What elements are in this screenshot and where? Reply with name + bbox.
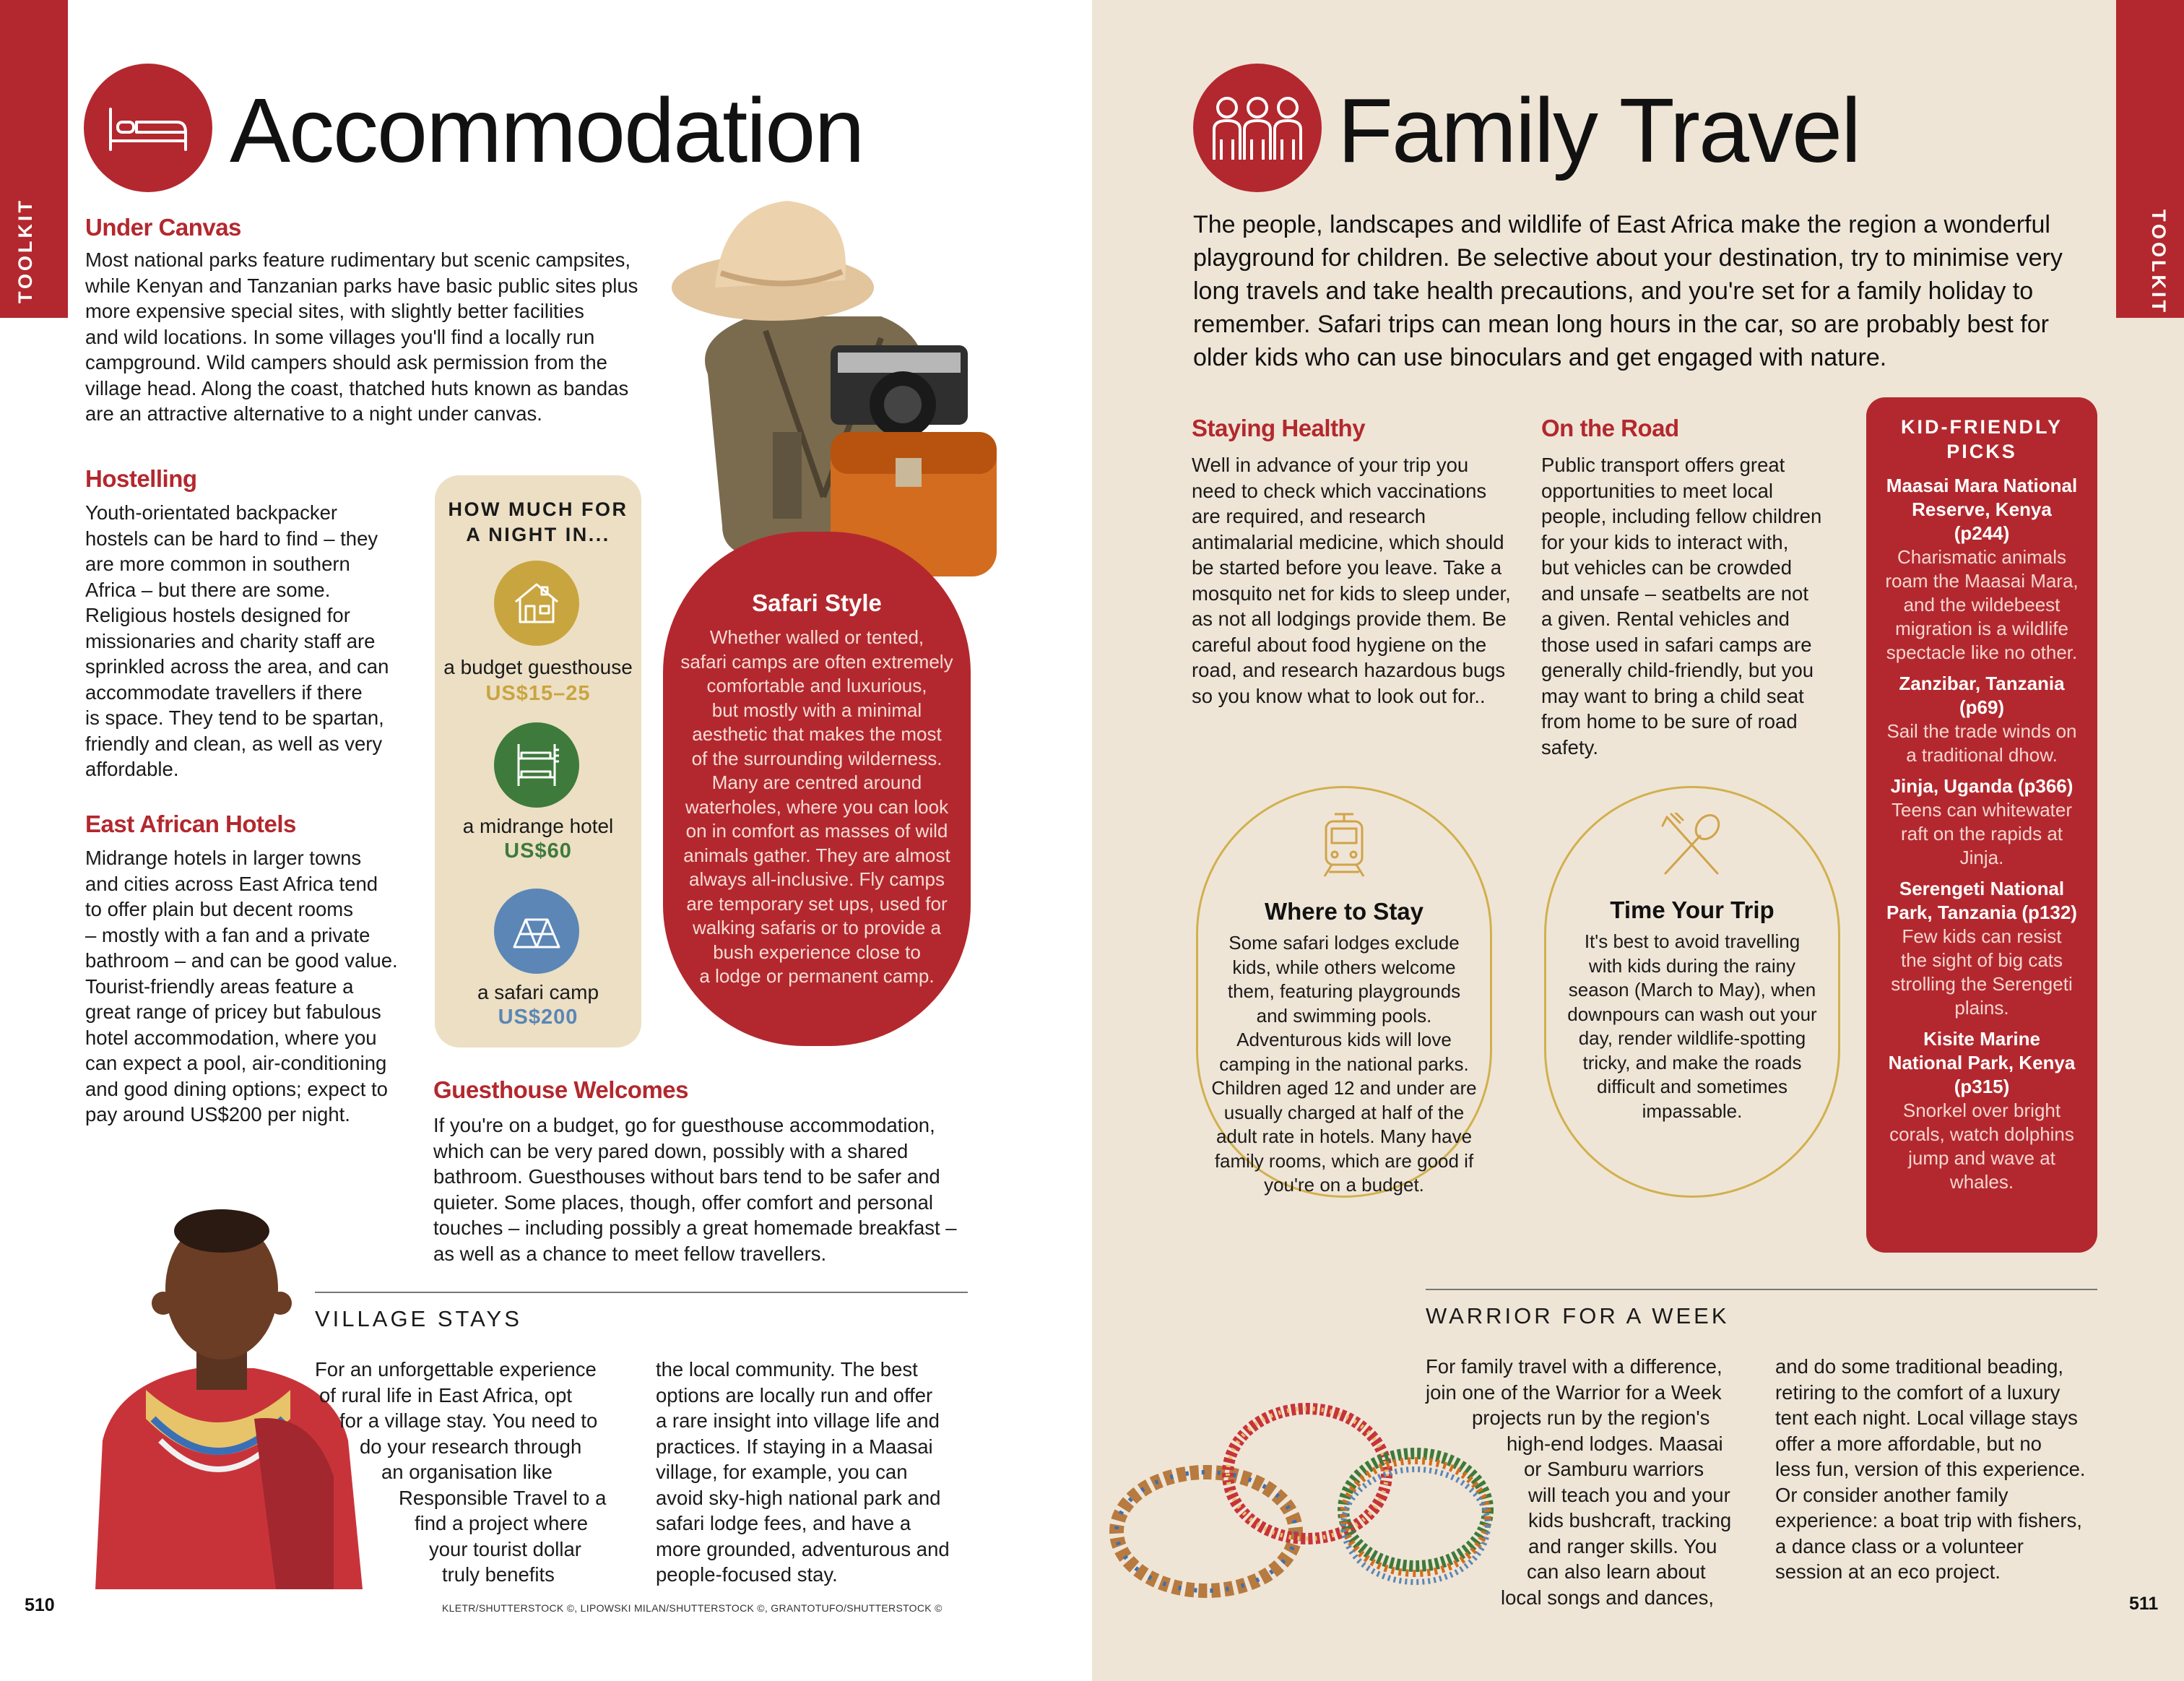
text-line: remember. Safari trips can mean long hours in the car, so are probably best for (1193, 311, 2049, 338)
text-line: are an attractive alternative to a night under canvas. (85, 402, 542, 425)
text-line: walking safaris or to provide a (693, 917, 941, 938)
text-line: playground for children. Be selective about your destination, try to minimise very (1193, 244, 2063, 272)
text-line: while Kenyan and Tanzanian parks have basic public sites plus (85, 274, 638, 297)
price-value-budget: US$15–25 (485, 682, 591, 705)
time-your-trip-heading: Time Your Trip (1610, 896, 1774, 923)
where-to-stay-box (1196, 786, 1492, 1198)
page-title: Accommodation (230, 79, 864, 181)
kid-pick-description: strolling the Serengeti (1891, 973, 2073, 995)
fork-spoon-icon (1546, 813, 1838, 878)
text-line: kids bushcraft, tracking (1528, 1509, 1732, 1531)
kid-pick-description: roam the Maasai Mara, (1885, 570, 2079, 592)
text-line: safety. (1541, 735, 1598, 759)
text-line: which can be very pared down, possibly with a shared (433, 1139, 909, 1162)
kid-pick-description: jump and wave at (1908, 1147, 2055, 1169)
text-line: The people, landscapes and wildlife of East Africa make the region a wonderful (1193, 211, 2050, 238)
text-line: Africa – but there are some. (85, 578, 331, 601)
kid-pick-description: and the wildebeest (1903, 594, 2060, 615)
text-line: kids, while others welcome (1232, 956, 1456, 978)
text-line: adult rate in hotels. Many have (1216, 1125, 1473, 1147)
text-line: truly benefits (442, 1563, 555, 1586)
text-line: for your kids to interact with, (1541, 530, 1789, 553)
text-line: and wild locations. In some villages you'll find a locally run (85, 325, 595, 348)
text-line: Tourist-friendly areas feature a (85, 975, 354, 998)
text-line: missionaries and charity staff are (85, 629, 376, 652)
text-line: can also learn about (1527, 1560, 1706, 1583)
text-line: It's best to avoid travelling (1584, 930, 1800, 952)
kid-pick-description: Jinja. (1959, 847, 2004, 868)
kid-pick-item (1866, 877, 2097, 1020)
text-line: a dance class or a volunteer (1775, 1534, 2024, 1557)
time-your-trip-text (1546, 930, 1838, 1123)
text-line: and do some traditional beading, (1775, 1355, 2064, 1378)
text-line: them, featuring playgrounds (1227, 980, 1461, 1002)
bed-icon (84, 64, 212, 192)
family-icon (1193, 64, 1322, 192)
on-the-road-heading: On the Road (1541, 415, 1679, 441)
kid-pick-description: the sight of big cats (1900, 949, 2063, 971)
kid-pick-place: Maasai Mara National (1886, 475, 2078, 496)
text-line: will teach you and your (1528, 1483, 1730, 1506)
staying-healthy-heading: Staying Healthy (1192, 415, 1366, 441)
text-line: family rooms, which are good if (1214, 1149, 1474, 1172)
text-line: downpours can wash out your (1567, 1003, 1817, 1025)
text-line: but vehicles can be crowded (1541, 556, 1793, 579)
text-line: are more common in southern (85, 553, 350, 575)
text-line: campground. Wild campers should ask permission from the (85, 351, 607, 373)
text-line: and unsafe – seatbelts are not (1541, 582, 1808, 605)
under-canvas-text (85, 247, 638, 427)
text-line: Children aged 12 and under are (1211, 1077, 1477, 1099)
text-line: and swimming pools. (1256, 1004, 1432, 1027)
safari-gear-photo (664, 194, 1004, 584)
kid-pick-description: spectacle like no other. (1886, 641, 2078, 663)
text-line: the local community. The best (656, 1358, 918, 1380)
hostelling-heading: Hostelling (85, 465, 197, 492)
text-line: accommodate travellers if there (85, 680, 363, 704)
kid-pick-description: a traditional dhow. (1906, 744, 2058, 766)
text-line: Public transport offers great (1541, 454, 1785, 476)
text-line: projects run by the region's (1472, 1406, 1710, 1429)
text-line: as not all lodgings provide them. Be (1192, 608, 1507, 630)
text-line: but mostly with a minimal (711, 699, 922, 721)
text-line: more expensive special sites, with slightly better facilities (85, 300, 584, 322)
safari-style-box (663, 532, 971, 1046)
time-your-trip-box (1544, 786, 1840, 1198)
village-stays-rule (315, 1292, 968, 1293)
text-line: safari lodge fees, and have a (656, 1512, 911, 1534)
text-line: pay around US$200 per night. (85, 1103, 350, 1125)
text-line: Most national parks feature rudimentary but scenic campsites, (85, 249, 631, 271)
text-line: affordable. (85, 758, 179, 780)
text-line: – mostly with a fan and a private (85, 923, 370, 946)
price-label-midrange: a midrange hotel (462, 815, 614, 837)
text-line: need to check which vaccinations (1192, 479, 1487, 502)
warrior-text-col1 (1426, 1354, 1731, 1610)
text-line: Or consider another family (1775, 1483, 2008, 1506)
warrior-rule (1426, 1289, 2097, 1290)
text-line: as well as a chance to meet fellow travellers. (433, 1242, 827, 1265)
where-to-stay-text (1198, 931, 1490, 1198)
text-line: hotel accommodation, where you (85, 1026, 377, 1049)
kid-pick-place: (p69) (1959, 696, 2005, 718)
text-line: you're on a budget. (1264, 1174, 1424, 1196)
text-line: touches – including possibly a great homemade breakfast – (433, 1217, 957, 1239)
price-value-safari: US$200 (498, 1006, 578, 1029)
text-line: village head. Along the coast, thatched huts known as bandas (85, 376, 629, 399)
guesthouse-text (433, 1112, 957, 1266)
text-line: safari camps are often extremely (680, 650, 953, 673)
text-line: people, including fellow children (1541, 505, 1822, 527)
text-line: aesthetic that makes the most (692, 723, 942, 745)
text-line: opportunities to meet local (1541, 479, 1774, 502)
text-line: offer a more affordable, but no (1775, 1432, 2042, 1455)
kid-pick-description: plains. (1954, 997, 2009, 1019)
text-line: careful about food hygiene on the (1192, 633, 1487, 656)
text-line: of rural life in East Africa, opt (319, 1383, 573, 1406)
hostelling-text (85, 500, 389, 782)
text-line: For family travel with a difference, (1426, 1355, 1722, 1378)
text-line: experience: a boat trip with fishers, (1775, 1509, 2082, 1531)
text-line: Youth-orientated backpacker (85, 501, 338, 524)
kid-friendly-list (1866, 474, 2097, 1194)
text-line: bathroom – and can be good value. (85, 949, 398, 972)
text-line: usually charged at half of the (1223, 1101, 1465, 1123)
text-line: Whether walled or tented, (709, 626, 924, 648)
text-line: be started before you leave. Take a (1192, 556, 1502, 579)
text-line: road, and research hazardous bugs (1192, 659, 1506, 681)
kid-pick-description: Sail the trade winds on (1886, 720, 2077, 742)
bunk-bed-icon (494, 722, 579, 808)
text-line: find a project where (415, 1512, 588, 1534)
text-line: session at an eco project. (1775, 1560, 2001, 1583)
text-line: avoid sky-high national park and (656, 1486, 941, 1509)
text-line: and cities across East Africa tend (85, 872, 378, 895)
text-line: Midrange hotels in larger towns (85, 847, 362, 869)
page-number-right: 511 (2129, 1594, 2159, 1614)
photo-credit: KLETR/SHUTTERSTOCK ©, LIPOWSKI MILAN/SHUTTERSTOCK ©, GRANTOTUFO/SHUTTERSTOCK © (442, 1602, 942, 1614)
text-line: less fun, version of this experience. (1775, 1458, 2086, 1480)
kid-pick-description: migration is a wildlife (1895, 618, 2068, 639)
text-line: mosquito net for kids to sleep under, (1192, 582, 1511, 605)
tent-icon (494, 889, 579, 974)
text-line: options are locally run and offer (656, 1383, 933, 1406)
price-label-safari: a safari camp (477, 981, 599, 1003)
under-canvas-heading: Under Canvas (85, 214, 241, 241)
kid-pick-place: Jinja, Uganda (p366) (1890, 775, 2074, 797)
page-title-right: Family Travel (1338, 79, 1860, 181)
text-line: and good dining options; expect to (85, 1077, 388, 1100)
kid-pick-description: Teens can whitewater (1891, 799, 2073, 821)
on-the-road-text (1541, 452, 1821, 760)
village-stays-text-col2 (656, 1357, 950, 1588)
text-line: long travels and take health precautions, and you're set for a family holiday to (1193, 277, 2034, 305)
text-line: practices. If staying in a Maasai (656, 1435, 933, 1458)
text-line: on in comfort as masses of wild (685, 820, 948, 842)
kid-pick-item (1866, 1027, 2097, 1194)
text-line: antimalarial medicine, which should (1192, 530, 1504, 553)
toolkit-tab-label: TOOLKIT (2148, 209, 2170, 315)
text-line: bush experience close to (713, 941, 921, 963)
kid-pick-place: (p244) (1954, 522, 2010, 544)
kid-pick-place: Zanzibar, Tanzania (1899, 673, 2065, 694)
text-line: waterholes, where you can look (685, 795, 949, 818)
text-line: friendly and clean, as well as very (85, 732, 383, 755)
text-line: can expect a pool, air-conditioning (85, 1052, 387, 1074)
toolkit-tab-right[interactable] (2116, 0, 2184, 318)
kid-pick-item (1866, 672, 2097, 767)
text-line: great range of pricey but fabulous (85, 1001, 381, 1023)
text-line: may want to bring a child seat (1541, 684, 1804, 707)
text-line: with kids during the rainy (1588, 954, 1796, 977)
village-stays-text-col1 (315, 1357, 606, 1588)
text-line: more grounded, adventurous and (656, 1537, 950, 1560)
text-line: difficult and sometimes (1597, 1076, 1788, 1097)
house-icon (494, 561, 579, 646)
text-line: your tourist dollar (429, 1537, 581, 1560)
text-line: are temporary set ups, used for (686, 892, 948, 915)
text-line: bathroom. Guesthouses without bars tend to be safer and (433, 1165, 940, 1188)
text-line: impassable. (1642, 1099, 1743, 1122)
safari-style-heading: Safari Style (752, 589, 882, 616)
kid-pick-place: Serengeti National (1899, 878, 2065, 899)
kid-pick-place: Reserve, Kenya (1912, 498, 2052, 520)
east-african-hotels-text (85, 845, 398, 1128)
kid-pick-description: raft on the rapids at (1900, 823, 2063, 844)
text-line: and ranger skills. You (1528, 1534, 1717, 1557)
where-to-stay-heading: Where to Stay (1264, 898, 1424, 925)
kid-pick-description: corals, watch dolphins (1889, 1123, 2074, 1145)
train-icon (1198, 810, 1490, 879)
text-line: from home to be sure of road (1541, 710, 1798, 733)
text-line: Many are centred around (711, 772, 922, 793)
text-line: sprinkled across the area, and can (85, 655, 389, 678)
text-line: season (March to May), when (1568, 979, 1816, 1001)
kid-pick-description: Charismatic animals (1897, 546, 2067, 568)
text-line: retiring to the comfort of a luxury (1775, 1380, 2060, 1404)
text-line: to offer plain but decent rooms (85, 898, 353, 920)
text-line: generally child-friendly, but you (1541, 659, 1814, 681)
text-line: always all-inclusive. Fly camps (689, 868, 945, 890)
toolkit-tab-label: TOOLKIT (14, 198, 36, 303)
text-line: Adventurous kids will love (1236, 1029, 1452, 1050)
text-line: Religious hostels designed for (85, 604, 350, 626)
text-line: a given. Rental vehicles and (1541, 608, 1790, 630)
kid-pick-place: Park, Tanzania (p132) (1886, 902, 2077, 923)
village-stays-heading: VILLAGE STAYS (315, 1306, 522, 1331)
text-line: an organisation like (381, 1461, 552, 1483)
kid-pick-description: Few kids can resist (1902, 925, 2062, 947)
text-line: day, render wildlife-spotting (1578, 1027, 1806, 1049)
text-line: village, for example, you can (656, 1461, 908, 1483)
text-line: animals gather. They are almost (683, 844, 950, 866)
page-number-left: 510 (25, 1595, 55, 1615)
text-line: Some safari lodges exclude (1228, 932, 1460, 954)
kid-pick-item (1866, 474, 2097, 665)
warrior-text-col2 (1775, 1354, 2086, 1585)
text-line: Well in advance of your trip you (1192, 454, 1469, 476)
price-box-heading: HOW MUCH FOR A NIGHT IN... (448, 498, 628, 545)
toolkit-tab-left[interactable] (0, 0, 68, 318)
text-line: so you know what to look out for.. (1192, 684, 1486, 707)
price-label-budget: a budget guesthouse (443, 656, 633, 678)
guesthouse-heading: Guesthouse Welcomes (433, 1076, 689, 1103)
text-line: If you're on a budget, go for guesthouse accommodation, (433, 1114, 935, 1136)
intro-text (1193, 208, 2063, 374)
text-line: are required, and research (1192, 505, 1426, 527)
kid-pick-place: National Park, Kenya (1888, 1052, 2076, 1073)
text-line: or Samburu warriors (1524, 1458, 1704, 1480)
text-line: a lodge or permanent camp. (699, 965, 935, 987)
text-line: a rare insight into village life and (656, 1409, 940, 1432)
kid-pick-place: Kisite Marine (1923, 1028, 2040, 1050)
text-line: hostels can be hard to find – they (85, 527, 378, 550)
text-line: join one of the Warrior for a Week (1426, 1380, 1722, 1404)
kid-friendly-heading: KID-FRIENDLY PICKS (1900, 416, 2063, 462)
text-line: camping in the national parks. (1219, 1053, 1469, 1075)
safari-style-text (663, 626, 971, 989)
kid-pick-description: Snorkel over bright (1902, 1099, 2061, 1121)
text-line: quieter. Some places, though, offer comfort and personal (433, 1190, 933, 1214)
text-line: of the surrounding wilderness. (691, 747, 942, 769)
text-line: those used in safari camps are (1541, 633, 1812, 656)
kid-pick-description: whales. (1949, 1171, 2014, 1193)
text-line: Responsible Travel to a (399, 1486, 607, 1509)
kid-pick-item (1866, 774, 2097, 870)
text-line: comfortable and luxurious, (706, 675, 927, 696)
staying-healthy-text (1192, 452, 1511, 709)
text-line: people-focused stay. (656, 1563, 838, 1586)
text-line: older kids who can use binoculars and get engaged with nature. (1193, 344, 1887, 371)
text-line: do your research through (360, 1435, 582, 1458)
east-african-hotels-heading: East African Hotels (85, 811, 296, 837)
text-line: For an unforgettable experience (315, 1358, 597, 1380)
text-line: local songs and dances, (1501, 1586, 1715, 1609)
text-line: for a village stay. You need to (339, 1409, 598, 1432)
kid-friendly-box (1866, 397, 2097, 1253)
text-line: tent each night. Local village stays (1775, 1406, 2078, 1429)
text-line: is space. They tend to be spartan, (85, 706, 384, 729)
text-line: high-end lodges. Maasai (1507, 1432, 1723, 1455)
price-value-midrange: US$60 (504, 839, 572, 863)
text-line: tricky, and make the roads (1582, 1051, 1802, 1073)
kid-pick-place: (p315) (1954, 1076, 2010, 1097)
warrior-heading: WARRIOR FOR A WEEK (1426, 1303, 1730, 1328)
